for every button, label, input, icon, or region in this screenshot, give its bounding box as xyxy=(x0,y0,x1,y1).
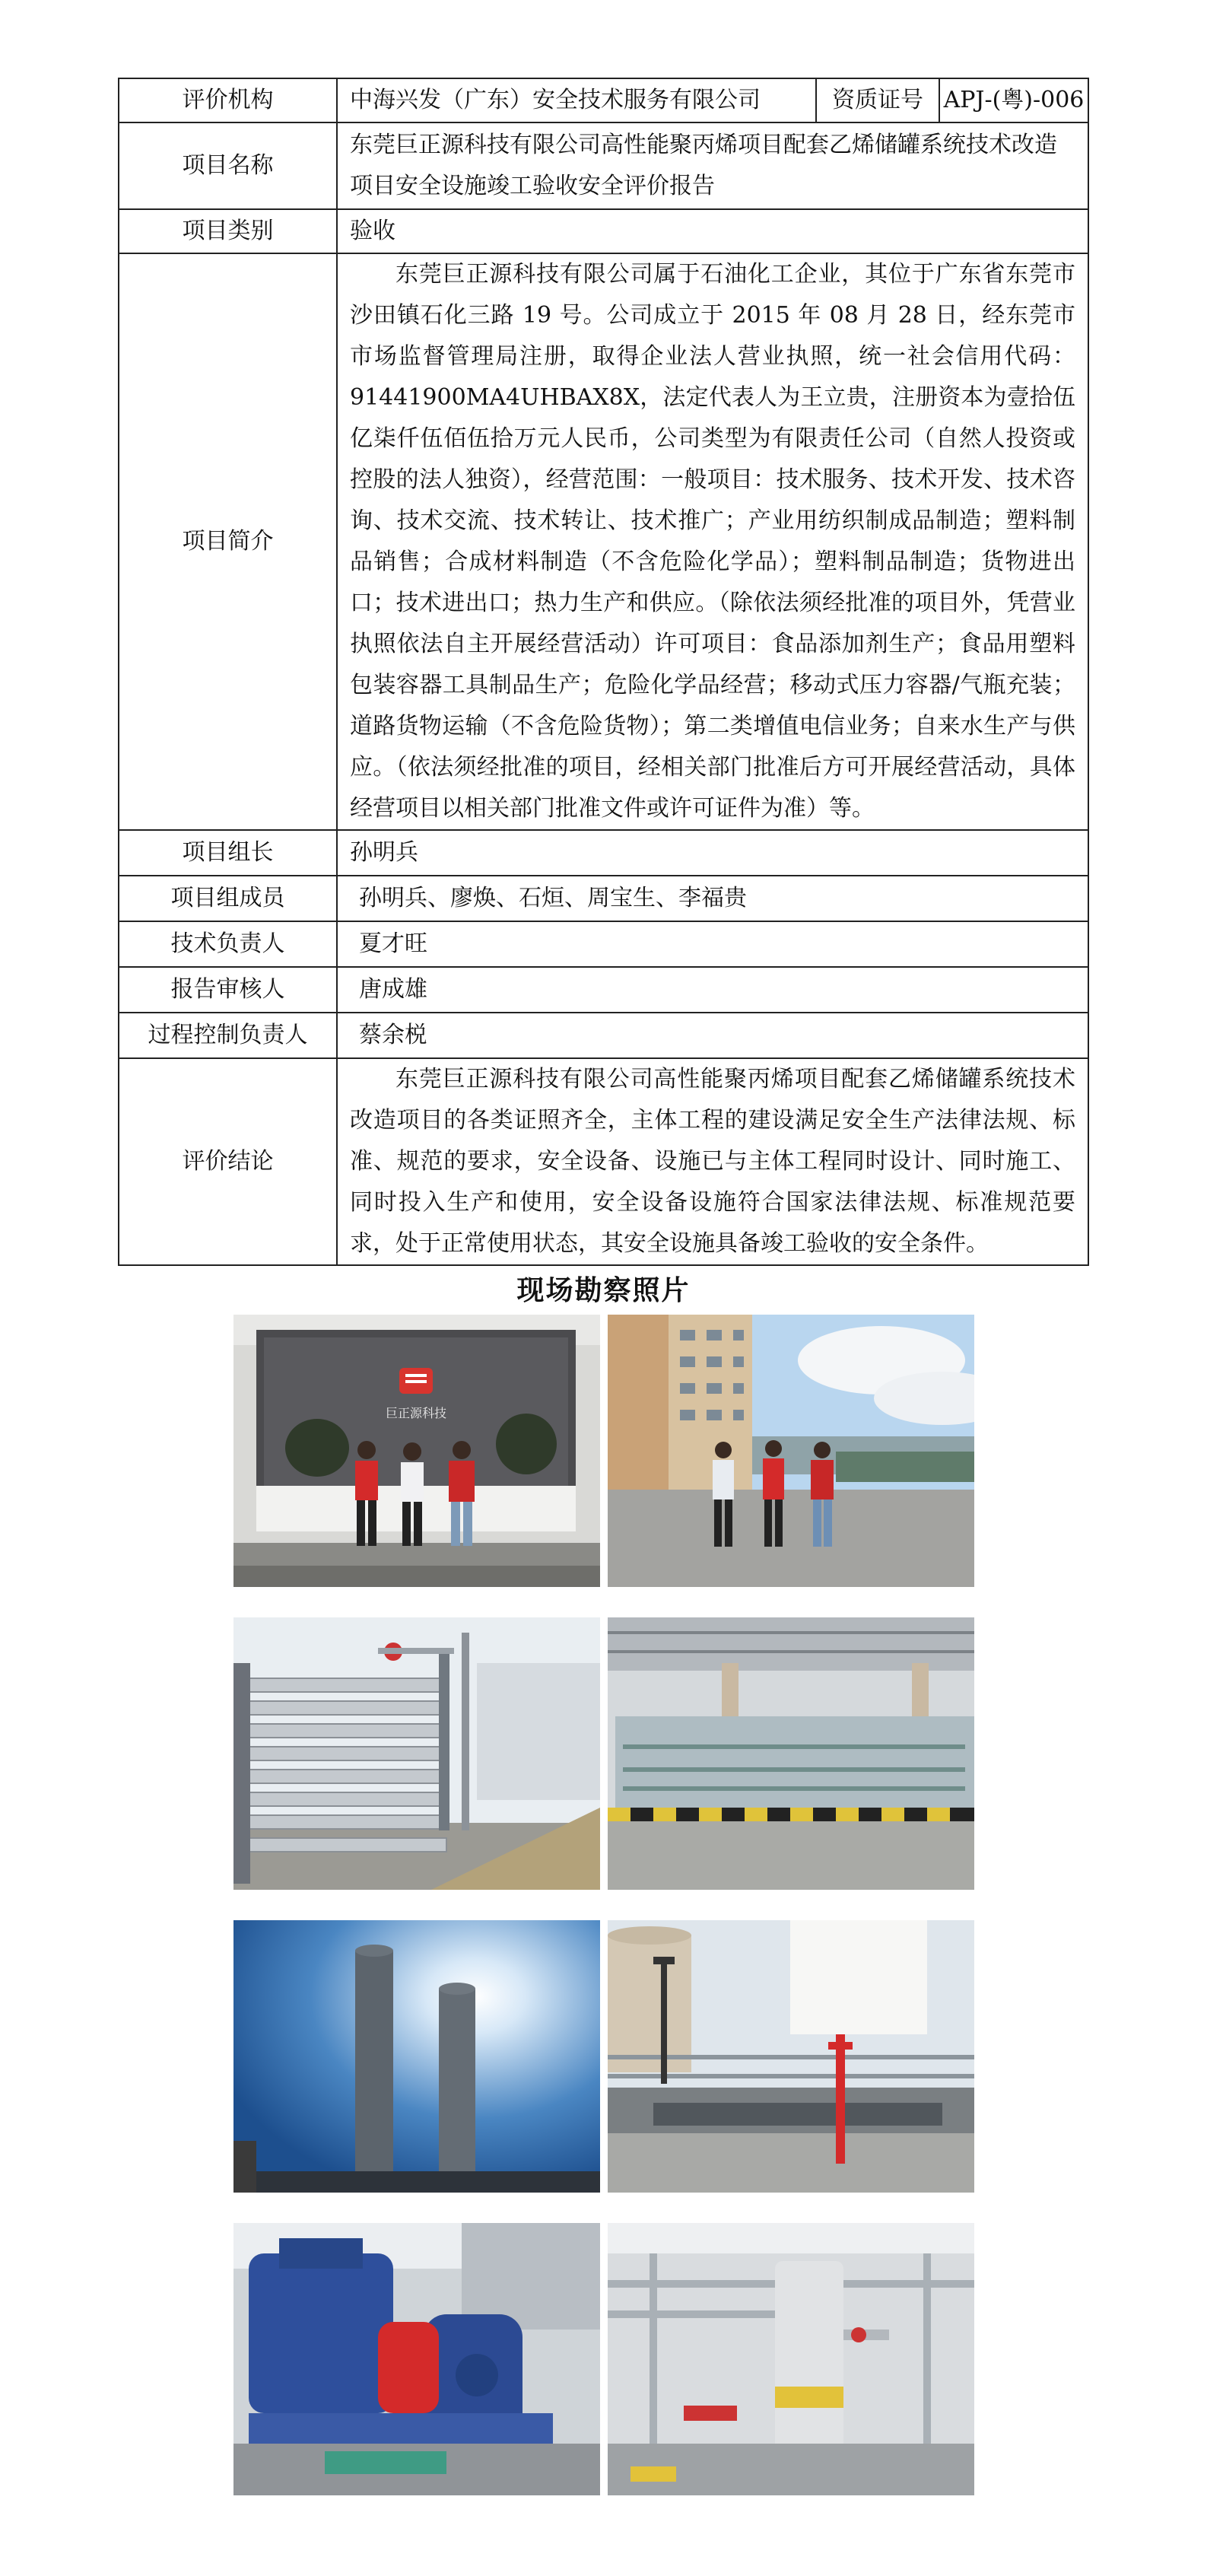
tech-value: 夏才旺 xyxy=(337,921,1088,967)
intro-row xyxy=(119,253,1088,830)
photo-tank-valve xyxy=(608,1920,974,2193)
process-label: 过程控制负责人 xyxy=(119,1013,337,1058)
cert-value: APJ-(粤)-006 xyxy=(939,78,1088,122)
photo-blue-pump xyxy=(233,2223,600,2495)
org-label: 评价机构 xyxy=(119,78,337,122)
leader-row xyxy=(119,830,1088,876)
conclusion-row xyxy=(119,1058,1088,1265)
type-label: 项目类别 xyxy=(119,209,337,253)
type-value: 验收 xyxy=(337,209,1088,253)
name-label: 项目名称 xyxy=(119,122,337,209)
intro-label: 项目简介 xyxy=(119,253,337,830)
conclusion-value: 东莞巨正源科技有限公司高性能聚丙烯项目配套乙烯储罐系统技术改造项目的各类证照齐全，主体工程的建设满足安全生产法律法规、标准、规范的要求，安全设备、设施已与主体工程同时设计、同时施工、同时投入生产和使用，安全设备设施符合国家法律法规、标准规范要求，处于正常使用状态，其安全设施具备竣工验收的安全条件。 xyxy=(337,1058,1088,1265)
conclusion-label: 评价结论 xyxy=(119,1058,337,1265)
photo-pipe-rack xyxy=(608,1617,974,1890)
photos-title: 现场勘察照片 xyxy=(516,1275,691,1306)
photo-vessel-piping xyxy=(608,2223,974,2495)
name-value: 东莞巨正源科技有限公司高性能聚丙烯项目配套乙烯储罐系统技术改造项目安全设施竣工验收安全评价报告 xyxy=(337,122,1088,209)
tech-label: 技术负责人 xyxy=(119,921,337,967)
members-row xyxy=(119,876,1088,921)
members-value: 孙明兵、廖焕、石烜、周宝生、李福贵 xyxy=(337,876,1088,921)
leader-value: 孙明兵 xyxy=(337,830,1088,876)
process-row xyxy=(119,1013,1088,1058)
org-row xyxy=(119,78,1088,122)
report-info-table xyxy=(118,78,1089,1266)
tech-row xyxy=(119,921,1088,967)
org-value: 中海兴发（广东）安全技术服务有限公司 xyxy=(337,78,816,122)
reviewer-label: 报告审核人 xyxy=(119,967,337,1013)
reviewer-row xyxy=(119,967,1088,1013)
photo-lobby-group xyxy=(233,1315,600,1587)
members-label: 项目组成员 xyxy=(119,876,337,921)
logo-text: 巨正源科技 xyxy=(385,1406,447,1420)
process-value: 蔡余棁 xyxy=(337,1013,1088,1058)
photo-outdoor-group xyxy=(608,1315,974,1587)
cert-label: 资质证号 xyxy=(816,78,939,122)
reviewer-value: 唐成雄 xyxy=(337,967,1088,1013)
type-row xyxy=(119,209,1088,253)
name-row xyxy=(119,122,1088,209)
photo-storage-tanks xyxy=(233,1920,600,2193)
intro-value: 东莞巨正源科技有限公司属于石油化工企业，其位于广东省东莞市沙田镇石化三路 19 号。公司成立于 2015 年 08 月 28 日，经东莞市市场监督管理局注册，取得企业法人营业执照，统一社会信用代码：91441900MA4UHBAX8X，法定代表人为王立贵，注册资本为壹拾伍亿柒仟伍佰伍拾万元人民币，公司类型为有限责任公司（自然人投资或控股的法人独资），经营范围：一般项目：技术服务、技术开发、技术咨询、技术交流、技术转让、技术推广；产业用纺织制成品制造；塑料制品销售；合成材料制造（不含危险化学品）；塑料制品制造；货物进出口；技术进出口；热力生产和供应。（除依法须经批准的项目外，凭营业执照依法自主开展经营活动）许可项目：食品添加剂生产；食品用塑料包装容器工具制品生产；危险化学品经营；移动式压力容器/气瓶充装；道路货物运输（不含危险货物）；第二类增值电信业务；自来水生产与供应。（依法须经批准的项目，经相关部门批准后方可开展经营活动，具体经营项目以相关部门批准文件或许可证件为准）等。 xyxy=(337,253,1088,830)
photo-vaporizer xyxy=(233,1617,600,1890)
leader-label: 项目组长 xyxy=(119,830,337,876)
